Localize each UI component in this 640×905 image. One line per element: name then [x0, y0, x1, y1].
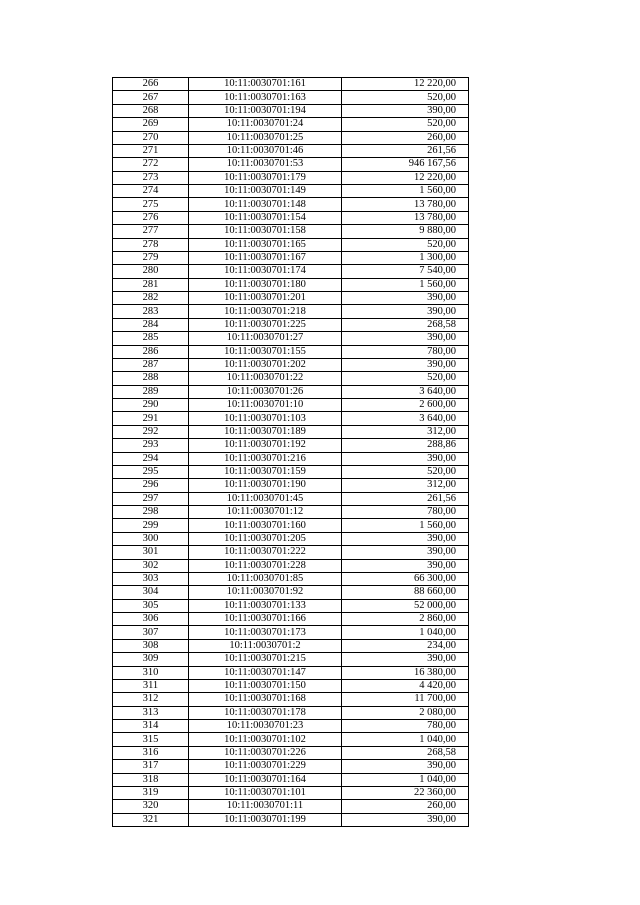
value-cell: 22 360,00	[342, 786, 469, 799]
value-cell: 234,00	[342, 639, 469, 652]
cadastral-number-cell: 10:11:0030701:194	[189, 104, 342, 117]
row-number-cell: 282	[113, 292, 189, 305]
row-number-cell: 271	[113, 144, 189, 157]
cadastral-number-cell: 10:11:0030701:154	[189, 211, 342, 224]
table-row	[113, 318, 469, 331]
value-cell: 780,00	[342, 345, 469, 358]
value-cell: 3 640,00	[342, 412, 469, 425]
table-row	[113, 760, 469, 773]
cadastral-number-cell: 10:11:0030701:161	[189, 78, 342, 91]
value-cell: 1 560,00	[342, 519, 469, 532]
value-cell: 261,56	[342, 492, 469, 505]
row-number-cell: 270	[113, 131, 189, 144]
value-cell: 13 780,00	[342, 211, 469, 224]
row-number-cell: 275	[113, 198, 189, 211]
cadastral-number-cell: 10:11:0030701:173	[189, 626, 342, 639]
table-row	[113, 144, 469, 157]
row-number-cell: 267	[113, 91, 189, 104]
table-row	[113, 532, 469, 545]
row-number-cell: 284	[113, 318, 189, 331]
row-number-cell: 312	[113, 693, 189, 706]
value-cell: 260,00	[342, 800, 469, 813]
cadastral-number-cell: 10:11:0030701:228	[189, 559, 342, 572]
table-row	[113, 506, 469, 519]
cadastral-number-cell: 10:11:0030701:22	[189, 372, 342, 385]
cadastral-number-cell: 10:11:0030701:163	[189, 91, 342, 104]
value-cell: 268,58	[342, 318, 469, 331]
table-row	[113, 773, 469, 786]
cadastral-number-cell: 10:11:0030701:201	[189, 292, 342, 305]
cadastral-number-cell: 10:11:0030701:27	[189, 332, 342, 345]
value-cell: 261,56	[342, 144, 469, 157]
table-row	[113, 733, 469, 746]
value-cell: 2 600,00	[342, 399, 469, 412]
value-cell: 520,00	[342, 238, 469, 251]
table-row	[113, 626, 469, 639]
table-row	[113, 639, 469, 652]
row-number-cell: 317	[113, 760, 189, 773]
row-number-cell: 313	[113, 706, 189, 719]
cadastral-number-cell: 10:11:0030701:218	[189, 305, 342, 318]
table-row	[113, 786, 469, 799]
value-cell: 390,00	[342, 332, 469, 345]
table-row	[113, 425, 469, 438]
table-row	[113, 238, 469, 251]
table-body	[113, 78, 469, 827]
value-cell: 390,00	[342, 532, 469, 545]
cadastral-number-cell: 10:11:0030701:133	[189, 599, 342, 612]
value-cell: 390,00	[342, 760, 469, 773]
cadastral-number-cell: 10:11:0030701:225	[189, 318, 342, 331]
value-cell: 9 880,00	[342, 225, 469, 238]
row-number-cell: 272	[113, 158, 189, 171]
table-row	[113, 265, 469, 278]
table-row	[113, 399, 469, 412]
row-number-cell: 299	[113, 519, 189, 532]
value-cell: 390,00	[342, 358, 469, 371]
row-number-cell: 274	[113, 185, 189, 198]
value-cell: 268,58	[342, 746, 469, 759]
row-number-cell: 320	[113, 800, 189, 813]
row-number-cell: 273	[113, 171, 189, 184]
table-row	[113, 385, 469, 398]
value-cell: 3 640,00	[342, 385, 469, 398]
value-cell: 390,00	[342, 559, 469, 572]
row-number-cell: 315	[113, 733, 189, 746]
table-row	[113, 492, 469, 505]
row-number-cell: 302	[113, 559, 189, 572]
cadastral-number-cell: 10:11:0030701:189	[189, 425, 342, 438]
cadastral-number-cell: 10:11:0030701:148	[189, 198, 342, 211]
row-number-cell: 290	[113, 399, 189, 412]
value-cell: 390,00	[342, 452, 469, 465]
value-cell: 520,00	[342, 91, 469, 104]
cadastral-number-cell: 10:11:0030701:150	[189, 679, 342, 692]
table-row	[113, 185, 469, 198]
row-number-cell: 310	[113, 666, 189, 679]
cadastral-number-cell: 10:11:0030701:85	[189, 572, 342, 585]
table-row	[113, 91, 469, 104]
row-number-cell: 306	[113, 613, 189, 626]
cadastral-number-cell: 10:11:0030701:168	[189, 693, 342, 706]
value-cell: 2 080,00	[342, 706, 469, 719]
row-number-cell: 307	[113, 626, 189, 639]
row-number-cell: 280	[113, 265, 189, 278]
cadastral-number-cell: 10:11:0030701:26	[189, 385, 342, 398]
cadastral-number-cell: 10:11:0030701:11	[189, 800, 342, 813]
cadastral-number-cell: 10:11:0030701:166	[189, 613, 342, 626]
value-cell: 66 300,00	[342, 572, 469, 585]
table-row	[113, 198, 469, 211]
table-row	[113, 439, 469, 452]
value-cell: 12 220,00	[342, 171, 469, 184]
row-number-cell: 297	[113, 492, 189, 505]
value-cell: 12 220,00	[342, 78, 469, 91]
row-number-cell: 309	[113, 653, 189, 666]
cadastral-number-cell: 10:11:0030701:149	[189, 185, 342, 198]
table-row	[113, 251, 469, 264]
row-number-cell: 276	[113, 211, 189, 224]
row-number-cell: 281	[113, 278, 189, 291]
cadastral-number-cell: 10:11:0030701:23	[189, 720, 342, 733]
row-number-cell: 319	[113, 786, 189, 799]
cadastral-value-table	[112, 77, 469, 827]
table-row	[113, 211, 469, 224]
value-cell: 16 380,00	[342, 666, 469, 679]
cadastral-number-cell: 10:11:0030701:160	[189, 519, 342, 532]
value-cell: 520,00	[342, 118, 469, 131]
table-row	[113, 465, 469, 478]
row-number-cell: 292	[113, 425, 189, 438]
cadastral-number-cell: 10:11:0030701:102	[189, 733, 342, 746]
cadastral-number-cell: 10:11:0030701:226	[189, 746, 342, 759]
row-number-cell: 294	[113, 452, 189, 465]
row-number-cell: 314	[113, 720, 189, 733]
table-row	[113, 679, 469, 692]
table-row	[113, 118, 469, 131]
cadastral-number-cell: 10:11:0030701:10	[189, 399, 342, 412]
row-number-cell: 293	[113, 439, 189, 452]
cadastral-number-cell: 10:11:0030701:147	[189, 666, 342, 679]
table-row	[113, 613, 469, 626]
cadastral-number-cell: 10:11:0030701:92	[189, 586, 342, 599]
table-row	[113, 720, 469, 733]
row-number-cell: 291	[113, 412, 189, 425]
cadastral-number-cell: 10:11:0030701:202	[189, 358, 342, 371]
table-row	[113, 572, 469, 585]
table-row	[113, 546, 469, 559]
value-cell: 288,86	[342, 439, 469, 452]
value-cell: 1 040,00	[342, 773, 469, 786]
cadastral-number-cell: 10:11:0030701:2	[189, 639, 342, 652]
table-row	[113, 813, 469, 826]
value-cell: 312,00	[342, 479, 469, 492]
value-cell: 1 560,00	[342, 185, 469, 198]
value-cell: 11 700,00	[342, 693, 469, 706]
cadastral-number-cell: 10:11:0030701:216	[189, 452, 342, 465]
row-number-cell: 296	[113, 479, 189, 492]
cadastral-number-cell: 10:11:0030701:45	[189, 492, 342, 505]
value-cell: 1 300,00	[342, 251, 469, 264]
table-row	[113, 666, 469, 679]
value-cell: 4 420,00	[342, 679, 469, 692]
row-number-cell: 277	[113, 225, 189, 238]
cadastral-number-cell: 10:11:0030701:155	[189, 345, 342, 358]
row-number-cell: 268	[113, 104, 189, 117]
row-number-cell: 300	[113, 532, 189, 545]
row-number-cell: 278	[113, 238, 189, 251]
table-row	[113, 372, 469, 385]
row-number-cell: 316	[113, 746, 189, 759]
row-number-cell: 288	[113, 372, 189, 385]
table-row	[113, 358, 469, 371]
value-cell: 13 780,00	[342, 198, 469, 211]
row-number-cell: 285	[113, 332, 189, 345]
row-number-cell: 318	[113, 773, 189, 786]
cadastral-number-cell: 10:11:0030701:199	[189, 813, 342, 826]
table-row	[113, 278, 469, 291]
cadastral-number-cell: 10:11:0030701:205	[189, 532, 342, 545]
value-cell: 780,00	[342, 506, 469, 519]
table-row	[113, 452, 469, 465]
cadastral-number-cell: 10:11:0030701:164	[189, 773, 342, 786]
value-cell: 260,00	[342, 131, 469, 144]
table-row	[113, 305, 469, 318]
row-number-cell: 298	[113, 506, 189, 519]
value-cell: 52 000,00	[342, 599, 469, 612]
table-row	[113, 78, 469, 91]
table-row	[113, 746, 469, 759]
row-number-cell: 266	[113, 78, 189, 91]
row-number-cell: 295	[113, 465, 189, 478]
cadastral-number-cell: 10:11:0030701:53	[189, 158, 342, 171]
cadastral-number-cell: 10:11:0030701:178	[189, 706, 342, 719]
cadastral-number-cell: 10:11:0030701:159	[189, 465, 342, 478]
row-number-cell: 304	[113, 586, 189, 599]
table-row	[113, 131, 469, 144]
table-row	[113, 800, 469, 813]
cadastral-number-cell: 10:11:0030701:179	[189, 171, 342, 184]
row-number-cell: 305	[113, 599, 189, 612]
value-cell: 390,00	[342, 546, 469, 559]
table-row	[113, 292, 469, 305]
value-cell: 520,00	[342, 465, 469, 478]
table-row	[113, 599, 469, 612]
cadastral-number-cell: 10:11:0030701:165	[189, 238, 342, 251]
cadastral-number-cell: 10:11:0030701:101	[189, 786, 342, 799]
table-row	[113, 479, 469, 492]
value-cell: 88 660,00	[342, 586, 469, 599]
table-row	[113, 171, 469, 184]
row-number-cell: 289	[113, 385, 189, 398]
value-cell: 780,00	[342, 720, 469, 733]
cadastral-number-cell: 10:11:0030701:103	[189, 412, 342, 425]
cadastral-number-cell: 10:11:0030701:229	[189, 760, 342, 773]
value-cell: 390,00	[342, 104, 469, 117]
value-cell: 390,00	[342, 813, 469, 826]
value-cell: 7 540,00	[342, 265, 469, 278]
value-cell: 1 040,00	[342, 626, 469, 639]
value-cell: 520,00	[342, 372, 469, 385]
row-number-cell: 283	[113, 305, 189, 318]
table-row	[113, 586, 469, 599]
table-row	[113, 519, 469, 532]
cadastral-number-cell: 10:11:0030701:222	[189, 546, 342, 559]
cadastral-number-cell: 10:11:0030701:46	[189, 144, 342, 157]
cadastral-number-cell: 10:11:0030701:192	[189, 439, 342, 452]
row-number-cell: 286	[113, 345, 189, 358]
cadastral-number-cell: 10:11:0030701:24	[189, 118, 342, 131]
value-cell: 390,00	[342, 653, 469, 666]
value-cell: 390,00	[342, 292, 469, 305]
cadastral-number-cell: 10:11:0030701:215	[189, 653, 342, 666]
row-number-cell: 287	[113, 358, 189, 371]
table-row	[113, 706, 469, 719]
row-number-cell: 308	[113, 639, 189, 652]
table-row	[113, 412, 469, 425]
row-number-cell: 311	[113, 679, 189, 692]
row-number-cell: 303	[113, 572, 189, 585]
value-cell: 1 560,00	[342, 278, 469, 291]
row-number-cell: 301	[113, 546, 189, 559]
table-row	[113, 332, 469, 345]
cadastral-number-cell: 10:11:0030701:167	[189, 251, 342, 264]
table-row	[113, 225, 469, 238]
cadastral-number-cell: 10:11:0030701:174	[189, 265, 342, 278]
row-number-cell: 321	[113, 813, 189, 826]
table-row	[113, 559, 469, 572]
cadastral-number-cell: 10:11:0030701:190	[189, 479, 342, 492]
cadastral-number-cell: 10:11:0030701:25	[189, 131, 342, 144]
table-row	[113, 104, 469, 117]
value-cell: 946 167,56	[342, 158, 469, 171]
value-cell: 390,00	[342, 305, 469, 318]
row-number-cell: 269	[113, 118, 189, 131]
table-row	[113, 158, 469, 171]
cadastral-number-cell: 10:11:0030701:158	[189, 225, 342, 238]
cadastral-number-cell: 10:11:0030701:180	[189, 278, 342, 291]
table-row	[113, 653, 469, 666]
row-number-cell: 279	[113, 251, 189, 264]
value-cell: 312,00	[342, 425, 469, 438]
value-cell: 2 860,00	[342, 613, 469, 626]
table-row	[113, 345, 469, 358]
cadastral-number-cell: 10:11:0030701:12	[189, 506, 342, 519]
value-cell: 1 040,00	[342, 733, 469, 746]
table-row	[113, 693, 469, 706]
